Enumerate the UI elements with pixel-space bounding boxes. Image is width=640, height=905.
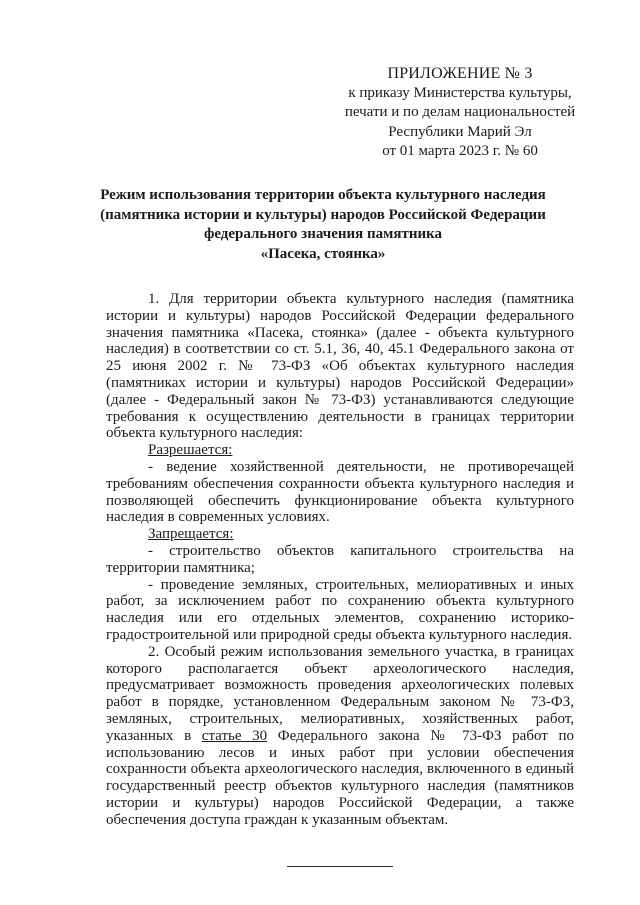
header-line-date: от 01 марта 2023 г. № 60 <box>382 143 538 159</box>
forbidden-item-1: - строительство объектов капитального строительства на территории памятника; <box>106 542 574 576</box>
document-body <box>106 291 574 829</box>
end-divider <box>287 866 393 867</box>
paragraph-2: 2. Особый режим использования земельного участка, в границах которого располагается объект археологического наследия, предусматривает возможность проведения археологических полевых работ в порядке, установленном Федеральным законом № 73-ФЗ, земляных, строительных, мелиоративных, хозяйственных работ, указанных в статье 30 Федерального закона № 73-ФЗ работ по использованию лесов и иных работ при условии обеспечения сохранности объекта археологического наследия, включенного в единый государственный реестр объектов культурного наследия (памятников истории и культуры) народов Российской Федерации, а также обеспечения доступа граждан к указанным объектам. <box>106 643 574 828</box>
header-line-order: к приказу Министерства культуры, <box>348 84 572 101</box>
forbidden-item-2: - проведение земляных, строительных, мелиоративных и иных работ, за исключением работ по сохранению объекта культурного наследия или его отдельных элементов, сохранению историко-градостроительной или природной среды объекта культурного наследия. <box>106 576 574 643</box>
paragraph-1: 1. Для территории объекта культурного наследия (памятника истории и культуры) народов Российской Федерации федерального значения памятника «Пасека, стоянка» (далее - объекта культурного наследия) в соответствии со ст. 5.1, 36, 40, 45.1 Федерального закона от 25 июня 2002 г. № 73-ФЗ «Об объектах культурного наследия (памятниках истории и культуры) народов Российской Федерации» (далее - Федеральный закон № 73-ФЗ) устанавливаются следующие требования к осуществлению деятельности в границах территории объекта культурного наследия: <box>106 291 574 442</box>
allowed-label: Разрешается: <box>148 442 233 459</box>
title-line-4: «Пасека, стоянка» <box>260 245 386 262</box>
title-line-2: (памятника истории и культуры) народов Российской Федерации <box>100 206 546 223</box>
document-title <box>80 186 566 264</box>
header-line-ministry: печати и по делам национальностей <box>344 104 576 120</box>
header-line-republic: Республики Марий Эл <box>388 123 532 140</box>
law-article-link[interactable]: статье 30 <box>201 727 268 744</box>
allowed-item-1: - ведение хозяйственной деятельности, не противоречащей требованиям обеспечения сохранности объекта культурного наследия и позволяющей обеспечить функционирование объекта культурного наследия в современных условиях. <box>106 458 574 526</box>
title-line-3: федерального значения памятника <box>203 226 443 242</box>
appendix-title: ПРИЛОЖЕНИЕ № 3 <box>387 65 533 82</box>
forbidden-label: Запрещается: <box>148 526 234 543</box>
title-line-1: Режим использования территории объекта культурного наследия <box>100 187 546 203</box>
appendix-header <box>330 64 590 162</box>
